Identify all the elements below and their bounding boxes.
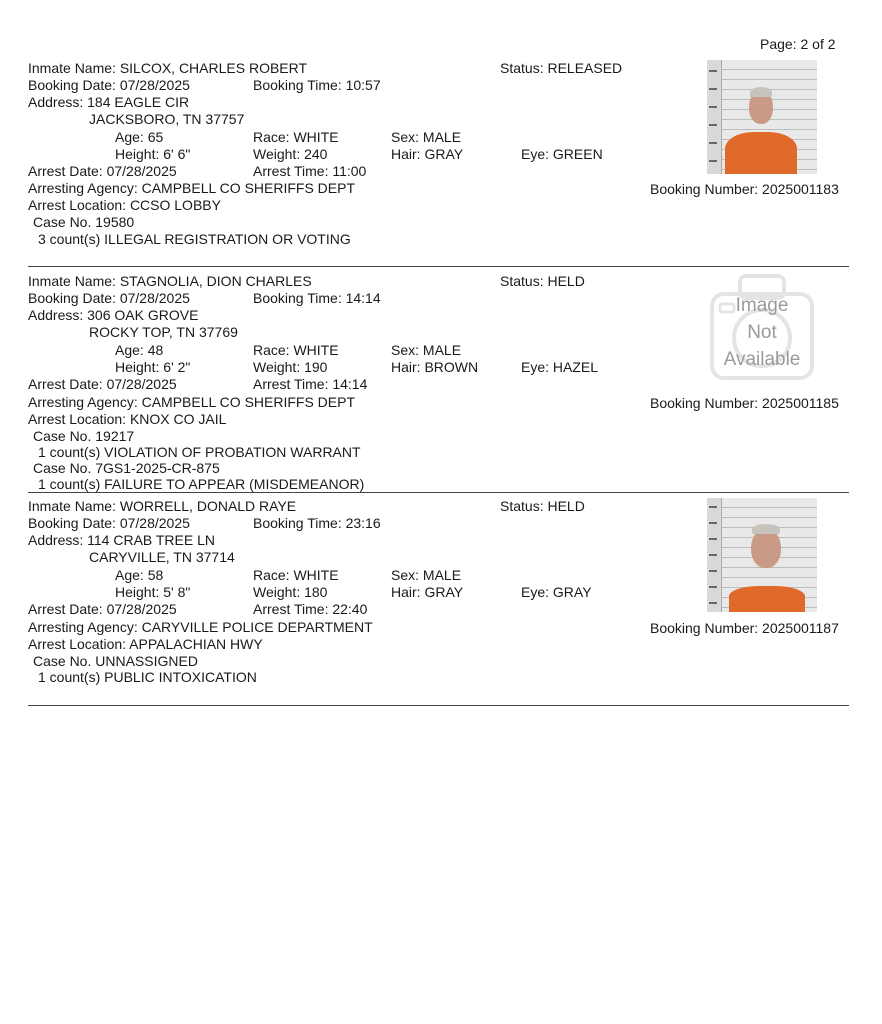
address-line-2: JACKSBORO, TN 37757 bbox=[89, 111, 245, 127]
booking-date: Booking Date: 07/28/2025 bbox=[28, 77, 190, 93]
booking-date: Booking Date: 07/28/2025 bbox=[28, 515, 190, 531]
sex: Sex: MALE bbox=[391, 129, 462, 145]
status: Status: HELD bbox=[500, 273, 585, 289]
address-line-1: Address: 184 EAGLE CIR bbox=[28, 94, 190, 110]
image-not-available-placeholder bbox=[708, 270, 816, 386]
record-divider bbox=[28, 705, 849, 706]
weight: Weight: 190 bbox=[253, 359, 328, 375]
age: Age: 48 bbox=[115, 342, 164, 358]
sex: Sex: MALE bbox=[391, 567, 462, 583]
arrest-date: Arrest Date: 07/28/2025 bbox=[28, 163, 177, 179]
inmate-name: Inmate Name: SILCOX, CHARLES ROBERT bbox=[28, 60, 308, 76]
arrest-time: Arrest Time: 14:14 bbox=[253, 376, 368, 392]
eye: Eye: HAZEL bbox=[521, 359, 599, 375]
mugshot-photo bbox=[707, 60, 817, 174]
race: Race: WHITE bbox=[253, 567, 339, 583]
arrest-location: Arrest Location: CCSO LOBBY bbox=[28, 197, 221, 213]
case-number: Case No. UNNASSIGNED bbox=[33, 653, 198, 669]
address-line-2: CARYVILLE, TN 37714 bbox=[89, 549, 235, 565]
page-number: Page: 2 of 2 bbox=[760, 36, 836, 52]
record-divider bbox=[28, 266, 849, 267]
booking-number: Booking Number: 2025001187 bbox=[650, 620, 839, 636]
case-number: Case No. 19580 bbox=[33, 214, 135, 230]
weight: Weight: 240 bbox=[253, 146, 328, 162]
booking-number: Booking Number: 2025001183 bbox=[650, 181, 839, 197]
placeholder-text: Image Not Available bbox=[723, 295, 801, 370]
status: Status: RELEASED bbox=[500, 60, 623, 76]
race: Race: WHITE bbox=[253, 342, 339, 358]
address-line-1: Address: 306 OAK GROVE bbox=[28, 307, 199, 323]
sex: Sex: MALE bbox=[391, 342, 462, 358]
booking-date: Booking Date: 07/28/2025 bbox=[28, 290, 190, 306]
case-number: Case No. 7GS1-2025-CR-875 bbox=[33, 460, 220, 476]
mugshot-photo bbox=[707, 498, 817, 612]
arrest-date: Arrest Date: 07/28/2025 bbox=[28, 601, 177, 617]
weight: Weight: 180 bbox=[253, 584, 328, 600]
age: Age: 65 bbox=[115, 129, 164, 145]
arrest-location: Arrest Location: APPALACHIAN HWY bbox=[28, 636, 263, 652]
arrest-time: Arrest Time: 11:00 bbox=[253, 163, 367, 179]
hair: Hair: BROWN bbox=[391, 359, 479, 375]
arrest-location: Arrest Location: KNOX CO JAIL bbox=[28, 411, 227, 427]
age: Age: 58 bbox=[115, 567, 164, 583]
case-number: Case No. 19217 bbox=[33, 428, 135, 444]
booking-time: Booking Time: 23:16 bbox=[253, 515, 381, 531]
arrest-time: Arrest Time: 22:40 bbox=[253, 601, 368, 617]
address-line-2: ROCKY TOP, TN 37769 bbox=[89, 324, 238, 340]
inmate-name: Inmate Name: STAGNOLIA, DION CHARLES bbox=[28, 273, 312, 289]
eye: Eye: GRAY bbox=[521, 584, 592, 600]
booking-number: Booking Number: 2025001185 bbox=[650, 395, 839, 411]
booking-time: Booking Time: 10:57 bbox=[253, 77, 381, 93]
height: Height: 6' 2" bbox=[115, 359, 191, 375]
race: Race: WHITE bbox=[253, 129, 339, 145]
address-line-1: Address: 114 CRAB TREE LN bbox=[28, 532, 216, 548]
arresting-agency: Arresting Agency: CAMPBELL CO SHERIFFS DEPT bbox=[28, 394, 356, 410]
charge: 1 count(s) VIOLATION OF PROBATION WARRANT bbox=[38, 444, 361, 460]
hair: Hair: GRAY bbox=[391, 584, 464, 600]
arresting-agency: Arresting Agency: CAMPBELL CO SHERIFFS DEPT bbox=[28, 180, 356, 196]
record-divider bbox=[28, 492, 849, 493]
hair: Hair: GRAY bbox=[391, 146, 464, 162]
status: Status: HELD bbox=[500, 498, 585, 514]
height: Height: 6' 6" bbox=[115, 146, 191, 162]
charge: 3 count(s) ILLEGAL REGISTRATION OR VOTING bbox=[38, 231, 351, 247]
height: Height: 5' 8" bbox=[115, 584, 191, 600]
charge: 1 count(s) FAILURE TO APPEAR (MISDEMEANOR) bbox=[38, 476, 365, 492]
booking-time: Booking Time: 14:14 bbox=[253, 290, 381, 306]
eye: Eye: GREEN bbox=[521, 146, 603, 162]
inmate-name: Inmate Name: WORRELL, DONALD RAYE bbox=[28, 498, 297, 514]
arrest-date: Arrest Date: 07/28/2025 bbox=[28, 376, 177, 392]
arresting-agency: Arresting Agency: CARYVILLE POLICE DEPARTMENT bbox=[28, 619, 373, 635]
charge: 1 count(s) PUBLIC INTOXICATION bbox=[38, 669, 257, 685]
